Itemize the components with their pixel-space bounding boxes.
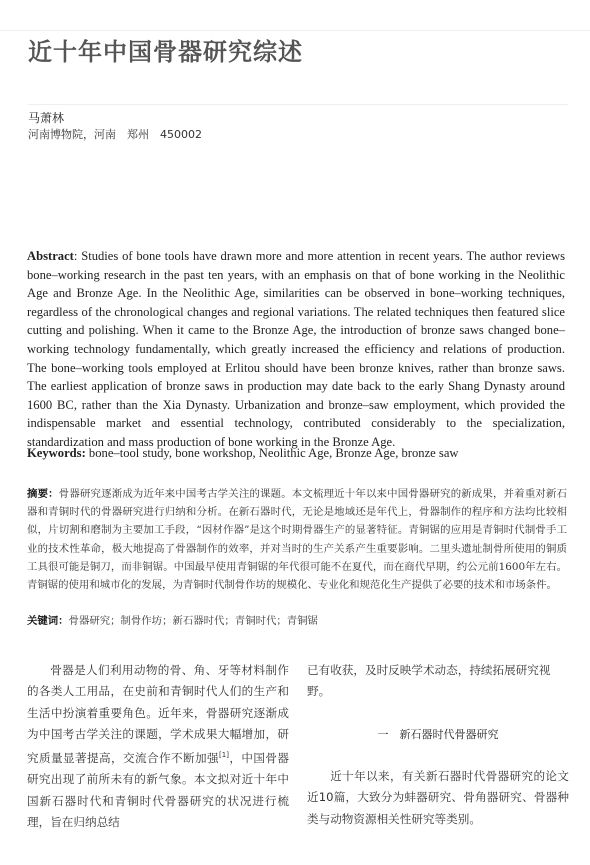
keywords-text: bone–tool study, bone workshop, Neolithic Age, Bronze Age, bronze saw (88, 446, 459, 460)
cn-keywords-label: 关键词： (27, 615, 69, 627)
english-keywords (27, 446, 565, 461)
english-abstract: Abstract: Studies of bone tools have drawn more and more attention in recent years. The author reviews bone–working research in the past ten years, with an emphasis on that of bone working in the Neolithic Age and Bronze Age. In the Neolithic Age, similarities can be observed in bone–working techniques, regardless of the chronological changes and regional variations. The related techniques then featured slice cutting and polishing. When it came to the Bronze Age, the introduction of bronze saws changed bone–working technology fundamentally, which greatly increased the efficiency and relations of production. The bone–working tools employed at Erlitou should have been bronze knives, rather than bronze saws. The earliest application of bronze saws in production may date back to the early Shang Dynasty around 1600 BC, rather than the Xia Dynasty. Urbanization and bronze–saw employment, which provided the indispensable market and essential technology, contributed considerably to the specialization, standardization and mass production of bone working in the Bronze Age. (27, 249, 565, 449)
section-heading: 一 新石器时代骨器研究 (377, 728, 499, 741)
article-title: 近十年中国骨器研究综述 (28, 37, 303, 66)
title-divider (28, 104, 568, 105)
body-right-column-top: 已有收获，及时反映学术动态，持续拓展研究视野。 (307, 663, 551, 699)
abstract-text: Studies of bone tools have drawn more and more attention in recent years. The author reviews bone–working research in the past ten years, with an emphasis on that of bone working in the Neolithic Age and Bronze Age. In the Neolithic Age, similarities can be observed in bone–working techniques, regardless of the chronological changes and regional variations. The related techniques then featured slice cutting and polishing. When it came to the Bronze Age, the introduction of bronze saws changed bone–working technology fundamentally, which greatly increased the efficiency and relations of production. The bone–working tools employed at Erlitou should have been bronze knives, rather than bronze saws. The earliest application of bronze saws in production may date back to the early Shang Dynasty around 1600 BC, rather than the Xia Dynasty. Urbanization and bronze–saw employment, which provided the indispensable market and essential technology, contributed considerably to the specialization, standardization and mass production of bone working in the Bronze Age. (27, 249, 565, 449)
body-text-part2: ，中国骨器研究出现了前所未有的新气象。本文拟对近十年中国新石器时代和青铜时代骨器研究的状况进行梳理，旨在归纳总结 (27, 751, 289, 829)
body-right-column-paragraph: 近十年以来，有关新石器时代骨器研究的论文近10篇，大致分为蚌器研究、骨角器研究、骨器种类与动物资源相关性研究等类别。 (307, 769, 569, 826)
cn-abstract-label: 摘要： (27, 488, 59, 500)
chinese-keywords (27, 612, 567, 627)
author-affiliation: 河南博物院，河南 郑州 450002 (28, 128, 202, 141)
reference-marker: [1] (219, 751, 229, 760)
keywords-label: Keywords: (27, 446, 86, 460)
body-left-column (27, 660, 289, 833)
cn-abstract-text: 骨器研究逐渐成为近年来中国考古学关注的课题。本文梳理近十年以来中国骨器研究的新成果，并着重对新石器和青铜时代的骨器研究进行归纳和分析。在新石器时代，无论是地域还是年代上，骨器制作的程序和方法均比较相似，片切割和磨制为主要加工手段，“因材作器”是这个时期骨器生产的显著特征。青铜锯的应用是青铜时代制骨手工业的技术性革命，极大地提高了骨器制作的效率，并对当时的生产关系产生重要影响。二里头遗址制骨所使用的铜质工具很可能是铜刀，而非铜锯。中国最早使用青铜锯的年代很可能不在夏代，而在商代早期，约公元前1600年左右。青铜锯的使用和城市化的发展，为青铜时代制骨作坊的规模化、专业化和规范化生产提供了必要的技术和市场条件。 (27, 488, 567, 592)
cn-keywords-text: 骨器研究；制骨作坊；新石器时代；青铜时代；青铜锯 (68, 615, 318, 627)
top-rule (0, 30, 590, 31)
chinese-abstract (27, 485, 567, 594)
abstract-label: Abstract (27, 249, 74, 263)
author-name: 马萧林 (28, 111, 65, 125)
body-text-part1: 骨器是人们利用动物的骨、角、牙等材料制作的各类人工用品，在史前和青铜时代人们的生产和生活中扮演着重要角色。近年来，骨器研究逐渐成为中国考古学关注的课题，学术成果大幅增加，研究质量显著提高，交流合作不断加强 (27, 663, 289, 766)
